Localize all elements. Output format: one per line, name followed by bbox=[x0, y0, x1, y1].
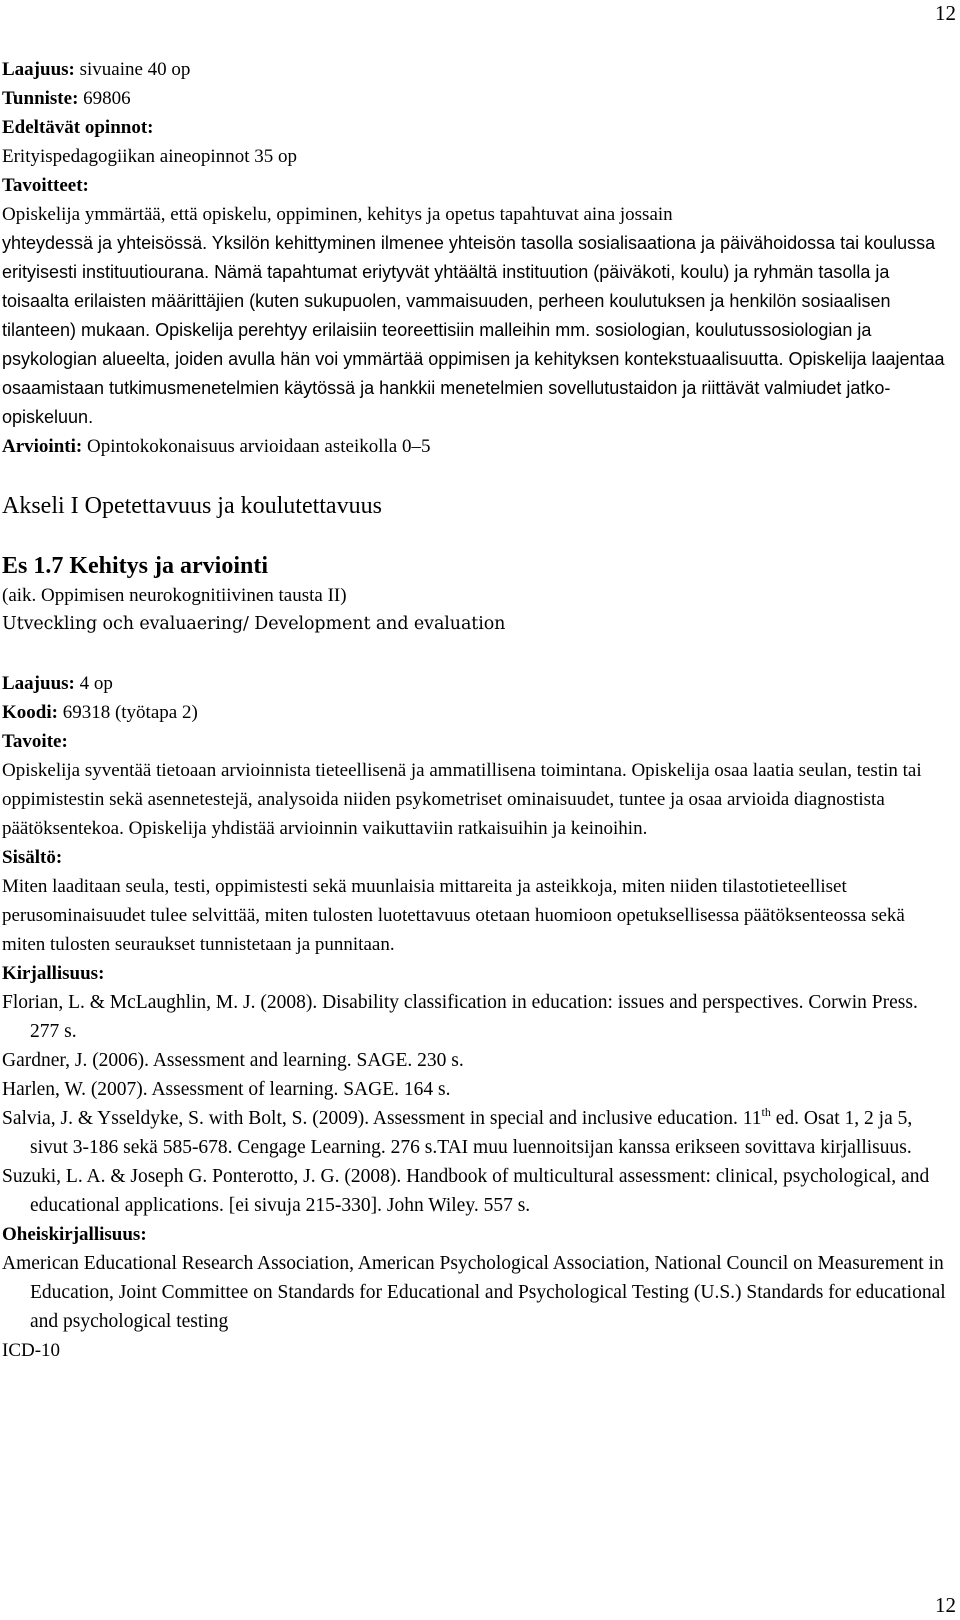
spacer bbox=[2, 639, 947, 669]
page-number-bottom: 12 bbox=[935, 1593, 956, 1617]
arviointi-label: Arviointi: bbox=[2, 436, 83, 457]
course-sisalto-text: Miten laaditaan seula, testi, oppimistesti sekä muunlaisia mittareita ja asteikkoja, miten niiden tilastotieteelliset perusominaisuudet tulee selvittää, miten tulosten luotettavuus otetaan huomioon opetuksellisessa päätöksenteossa sekä miten tulosten seuraukset tunnistetaan ja punnitaan. bbox=[2, 876, 905, 955]
tavoitteet-label: Tavoitteet: bbox=[2, 175, 89, 196]
tunniste-value: 69806 bbox=[78, 88, 131, 109]
oheiskirjallisuus-item: American Educational Research Association, American Psychological Association, National Council on Measurement in Education, Joint Committee on Standards for Educational and Psychological Testing (U.S.) Standards for educational and psychological testing bbox=[2, 1253, 946, 1332]
spacer bbox=[2, 521, 947, 551]
reference-item-salvia bbox=[2, 1104, 947, 1162]
reference-salvia-superscript: th bbox=[761, 1105, 771, 1119]
reference-item: Gardner, J. (2006). Assessment and learning. SAGE. 230 s. bbox=[2, 1050, 464, 1071]
laajuus-value: sivuaine 40 op bbox=[74, 59, 191, 80]
page-content bbox=[2, 55, 947, 1365]
spacer bbox=[2, 461, 947, 491]
course-koodi-line bbox=[2, 698, 947, 727]
course-title: Es 1.7 Kehitys ja arviointi bbox=[2, 553, 269, 579]
tavoitteet-first-line: Opiskelija ymmärtää, että opiskelu, oppiminen, kehitys ja opetus tapahtuvat aina jossain bbox=[2, 204, 673, 225]
course-translation: Utveckling och evaluaering/ Development and evaluation bbox=[2, 614, 506, 634]
laajuus-line bbox=[2, 55, 947, 84]
course-former-name: (aik. Oppimisen neurokognitiivinen tausta II) bbox=[2, 585, 347, 606]
tavoitteet-text: yhteydessä ja yhteisössä. Yksilön kehittyminen ilmenee yhteisön tasolla sosialisaationa ja päivähoidossa tai koulussa erityisesti instituutiourana. Nämä tapahtumat eriytyvät yhtäältä instituution (päiväkoti, koulu) ja ryhmän tasolla ja toisaalta erilaisten määrittäjien (kuten sukupuolen, vammaisuuden, perheen koulutuksen ja henkilön sosiaalisen tilanteen) mukaan. Opiskelija perehtyy erilaisiin teoreettisiin malleihin mm. sosiologian, koulutussosiologian ja psykologian alueelta, joiden avulla hän voi ymmärtää oppimisen ja kehityksen kontekstuaalisuutta. Opiskelija laajentaa osaamistaan tutkimusmenetelmien käytössä ja hankkii menetelmien sovellutustaidon ja riittävät valmiudet jatko-opiskeluun. bbox=[2, 233, 945, 427]
section-heading: Akseli I Opetettavuus ja koulutettavuus bbox=[2, 493, 382, 519]
course-tavoite-label: Tavoite: bbox=[2, 731, 68, 752]
course-laajuus-line bbox=[2, 669, 947, 698]
course-laajuus-value: 4 op bbox=[74, 673, 113, 694]
oheiskirjallisuus-label: Oheiskirjallisuus: bbox=[2, 1224, 147, 1245]
reference-salvia-part2: ed. Osat 1, 2 ja 5, sivut 3-186 sekä 585-678. Cengage Learning. 276 s.TAI muu luennoitsijan kanssa erikseen sovittava kirjallisuus. bbox=[30, 1108, 913, 1158]
arviointi-value: Opintokokonaisuus arvioidaan asteikolla 0–5 bbox=[82, 436, 431, 457]
course-laajuus-label: Laajuus: bbox=[2, 673, 75, 694]
tunniste-label: Tunniste: bbox=[2, 88, 79, 109]
course-sisalto-label: Sisältö: bbox=[2, 847, 63, 868]
course-kirjallisuus-label: Kirjallisuus: bbox=[2, 963, 105, 984]
course-koodi-label: Koodi: bbox=[2, 702, 58, 723]
arviointi-line bbox=[2, 432, 947, 461]
course-koodi-value: 69318 (työtapa 2) bbox=[57, 702, 198, 723]
laajuus-label: Laajuus: bbox=[2, 59, 75, 80]
reference-item: Florian, L. & McLaughlin, M. J. (2008). Disability classification in education: issues and perspectives. Corwin Press. 277 s. bbox=[2, 992, 918, 1042]
tunniste-line bbox=[2, 84, 947, 113]
edeltavat-value: Erityispedagogiikan aineopinnot 35 op bbox=[2, 146, 297, 167]
reference-item-suzuki: Suzuki, L. A. & Joseph G. Ponterotto, J. G. (2008). Handbook of multicultural assessment: clinical, psychological, and educational applications. [ei sivuja 215-330]. John Wiley. 557 s. bbox=[2, 1166, 930, 1216]
page-number-top: 12 bbox=[935, 1, 956, 25]
course-tavoite-text: Opiskelija syventää tietoaan arvioinnista tieteellisenä ja ammatillisena toimintana. Opiskelija osaa laatia seulan, testin tai oppimistestin sekä asennetestejä, analysoida niiden psykometriset ominaisuudet, tuntee ja osaa arvioida diagnostista päätöksentekoa. Opiskelija yhdistää arvioinnin vaikuttaviin ratkaisuihin ja keinoihin. bbox=[2, 760, 922, 839]
icd-line: ICD-10 bbox=[2, 1340, 61, 1361]
edeltavat-label: Edeltävät opinnot: bbox=[2, 117, 154, 138]
reference-salvia-part1: Salvia, J. & Ysseldyke, S. with Bolt, S. (2009). Assessment in special and inclusive education. 11 bbox=[2, 1108, 762, 1129]
reference-item: Harlen, W. (2007). Assessment of learning. SAGE. 164 s. bbox=[2, 1079, 451, 1100]
